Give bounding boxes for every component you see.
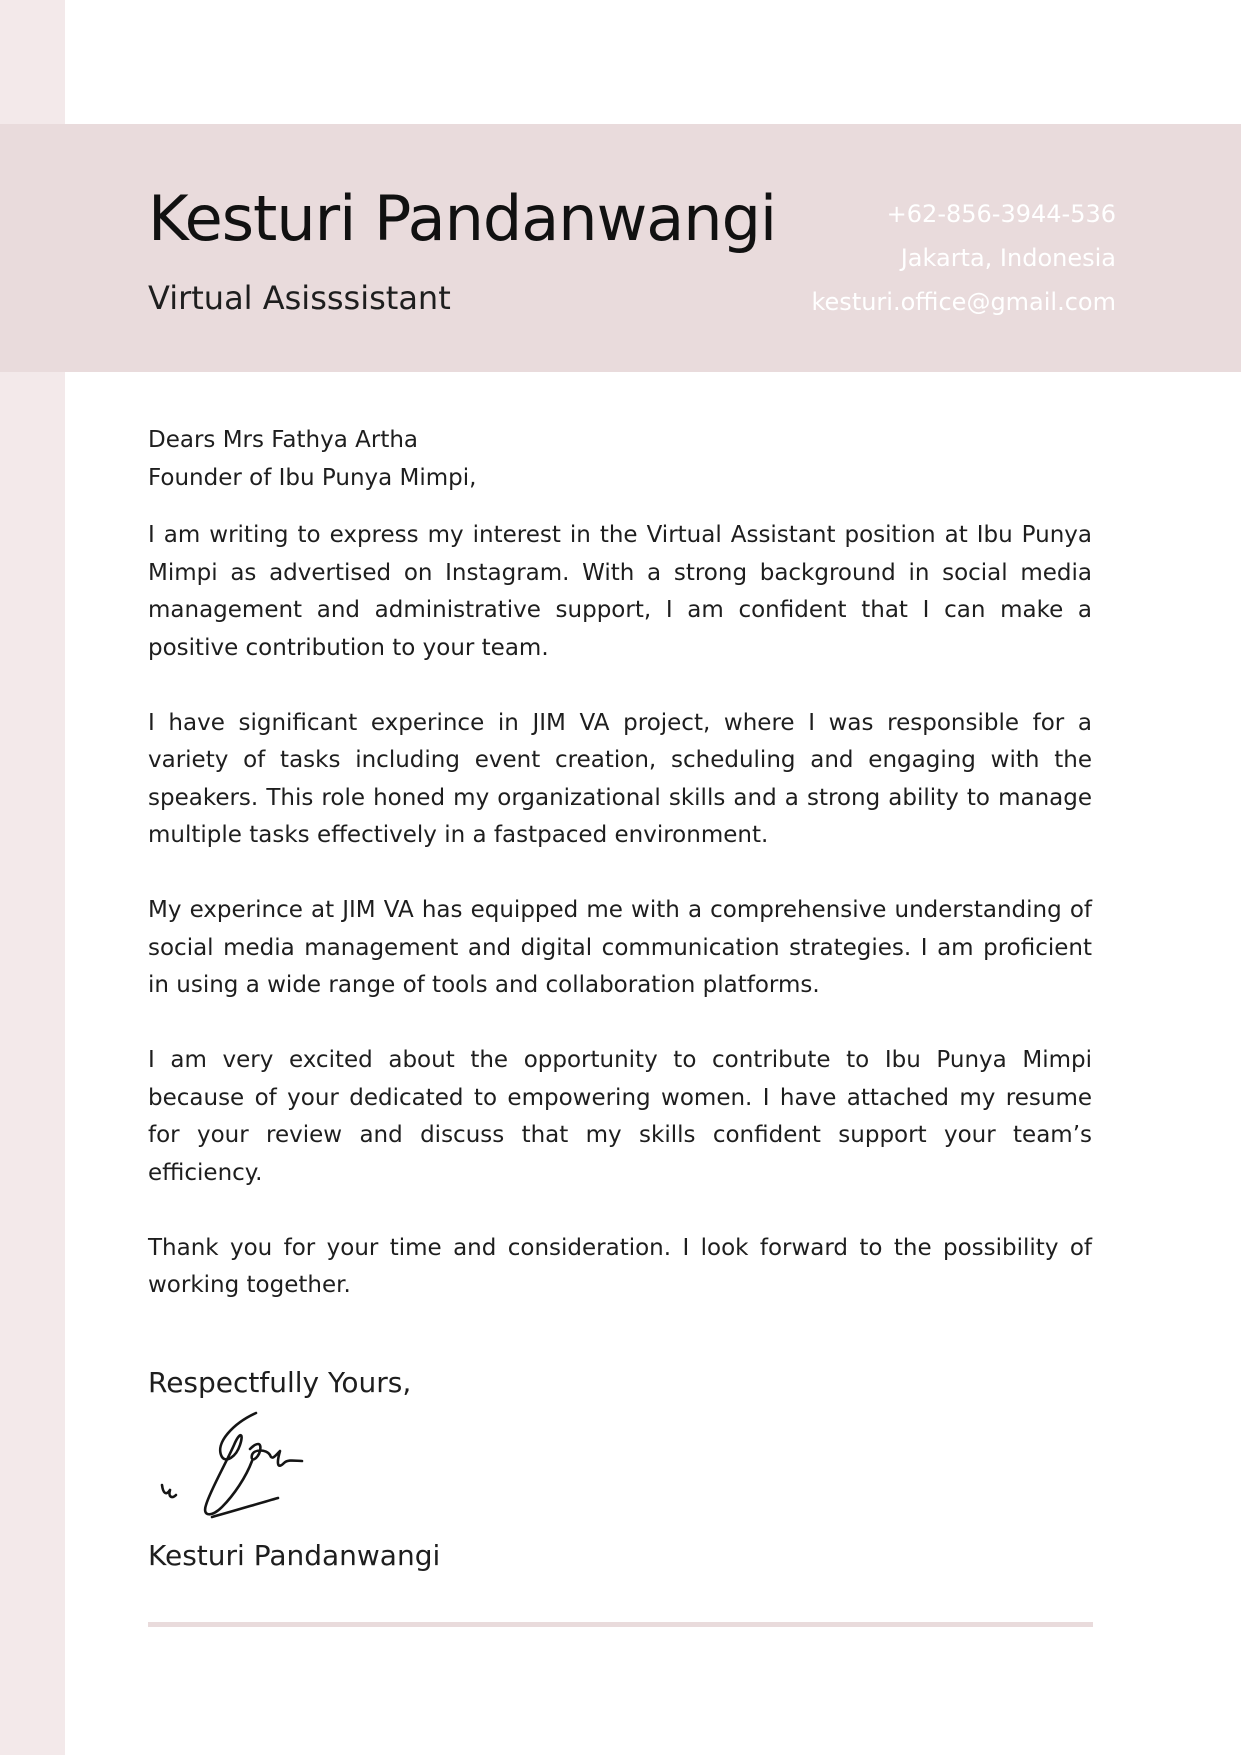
paragraph-thanks: Thank you for your time and consideration. I look forward to the possibility of working together.: [148, 1234, 1092, 1298]
applicant-role: Virtual Asisssistant: [148, 279, 451, 317]
closing-line: Respectfully Yours,: [148, 1366, 412, 1399]
phone-number: +62-856-3944-536: [886, 200, 1116, 228]
recipient-name: Dears Mrs Fathya Artha: [148, 427, 419, 453]
location: Jakarta, Indonesia: [900, 244, 1116, 272]
contact-block: [756, 196, 1116, 328]
handwritten-signature: [150, 1405, 370, 1535]
recipient-block: [148, 422, 1092, 497]
letter-body: [148, 422, 1092, 1342]
recipient-title: Founder of Ibu Punya Mimpi,: [148, 464, 477, 491]
paragraph-experience: I have significant experince in JIM VA project, where I was responsible for a variety of tasks including event creation, scheduling and engaging with the speakers. This role honed my organizational skills and a strong ability to manage multiple tasks effectively in a fastpaced environment.: [148, 709, 1092, 848]
footer-divider: [148, 1622, 1093, 1627]
email-address: kesturi.office@gmail.com: [811, 288, 1116, 316]
signer-name: Kesturi Pandanwangi: [148, 1539, 441, 1572]
paragraph-motivation: I am very excited about the opportunity to contribute to Ibu Punya Mimpi because of your dedicated to empowering women. I have attached my resume for your review and discuss that my skills confident support your team’s efficiency.: [148, 1047, 1092, 1186]
applicant-name: Kesturi Pandanwangi: [148, 182, 777, 255]
paragraph-skills: My experince at JIM VA has equipped me with a comprehensive understanding of social media management and digital communication strategies. I am proficient in using a wide range of tools and collaboration platforms.: [148, 897, 1092, 998]
paragraph-intro: I am writing to express my interest in the Virtual Assistant position at Ibu Punya Mimpi as advertised on Instagram. With a strong background in social media management and administrative support, I am confident that I can make a positive contribution to your team.: [148, 522, 1092, 661]
